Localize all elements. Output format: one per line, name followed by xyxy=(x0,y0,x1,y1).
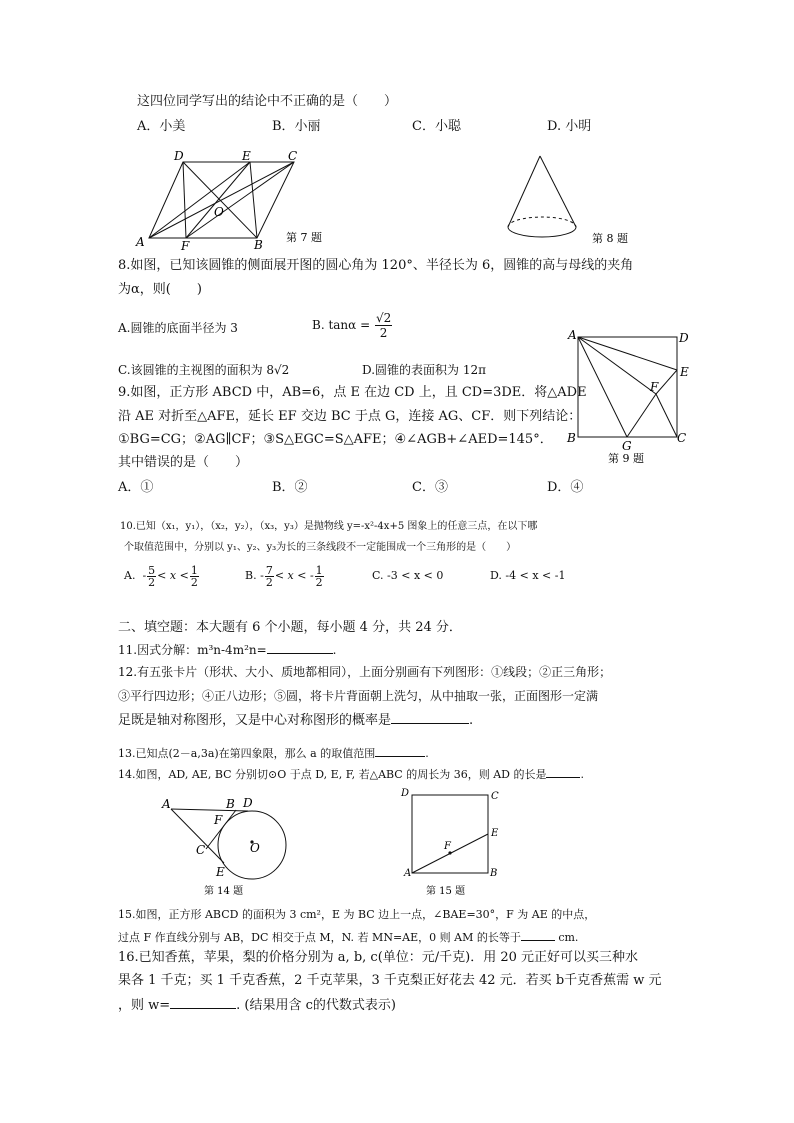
fig14-label-o: O xyxy=(250,841,260,855)
q16-line2: 果各 1 千克；买 1 千克香蕉，2 千克苹果，3 千克梨正好花去 42 元．若买 b千克香蕉需 w 元 xyxy=(118,973,662,988)
section2-heading: 二、填空题：本大题有 6 个小题，每小题 4 分，共 24 分． xyxy=(118,620,462,635)
q13: 13.已知点(2－a,3a)在第四象限，那么 a 的取值范围 . xyxy=(118,744,429,762)
square-abcd-15 xyxy=(412,795,488,873)
fig7-label-e: E xyxy=(242,149,251,163)
fig9-label-a: A xyxy=(568,328,577,342)
q8-option-d: D.圆锥的表面积为 12π xyxy=(362,363,486,377)
fig15-caption: 第 15 题 xyxy=(426,886,466,897)
q14: 14.如图，AD, AE, BC 分别切⊙O 于点 D, E, F, 若△ABC 的周长为 36，则 AD 的长是 . xyxy=(118,765,584,783)
figure-14-tangent-circle xyxy=(158,796,308,900)
q9-option-d: D．④ xyxy=(547,480,584,495)
fig14-label-f: F xyxy=(214,813,223,827)
q9-line2: 沿 AE 对折至△AFE，延长 EF 交边 BC 于点 G，连接 AG、CF．则下列结论： xyxy=(118,409,582,424)
q6-option-a: A．小美 xyxy=(137,119,186,134)
q9-line3: ①BG=CG；②AG∥CF；③S△EGC=S△AFE；④∠AGB+∠AED=145°． xyxy=(118,432,553,447)
fig14-label-a: A xyxy=(162,797,171,811)
fig15-label-f: F xyxy=(444,841,451,852)
q10-line1: 10.已知（x₁，y₁），（x₂，y₂），（x₃，y₃）是抛物线 y=-x²-4x+5 图象上的任意三点，在以下哪 xyxy=(120,521,538,532)
q10-option-c: C. -3 < x < 0 xyxy=(372,569,444,582)
q9-option-b: B．② xyxy=(272,480,308,495)
fig9-label-f: F xyxy=(650,380,659,394)
q8-stem-line1: 8.如图，已知该圆锥的侧面展开图的圆心角为 120°、半径长为 6，圆锥的高与母线的夹角 xyxy=(118,258,634,273)
q8-option-b xyxy=(312,311,393,340)
fig14-label-e: E xyxy=(216,865,225,879)
q15-line1: 15.如图，正方形 ABCD 的面积为 3 cm²，E 为 BC 边上一点，∠BAE=30°，F 为 AE 的中点， xyxy=(118,908,596,921)
q6-option-b: B．小丽 xyxy=(272,119,321,134)
q8-option-b-prefix: B. tanα = xyxy=(312,318,371,332)
figure-15-square xyxy=(396,786,506,898)
q9-line1: 9.如图，正方形 ABCD 中，AB=6，点 E 在边 CD 上，且 CD=3DE．将△ADE xyxy=(118,385,587,400)
q16-line1: 16.已知香蕉，苹果，梨的价格分别为 a, b, c(单位：元/千克)．用 20 元正好可以买三种水 xyxy=(118,950,639,965)
fig7-label-f: F xyxy=(181,239,190,253)
q11-answer-blank[interactable] xyxy=(267,641,333,654)
fig8-caption: 第 8 题 xyxy=(592,232,628,245)
fig7-label-o: O xyxy=(214,205,224,219)
fig14-label-b: B xyxy=(226,797,235,811)
fig7-label-b: B xyxy=(254,238,263,252)
q8-option-b-fraction xyxy=(375,311,392,340)
q15-answer-blank[interactable] xyxy=(521,928,555,941)
q16-answer-blank[interactable] xyxy=(170,996,236,1009)
q12-answer-blank[interactable] xyxy=(391,711,469,724)
fig15-label-d: D xyxy=(401,788,410,799)
q15-line2: 过点 F 作直线分别与 AB，DC 相交于点 M，N. 若 MN=AE，0 则 AM 的长等于 cm. xyxy=(118,928,578,946)
q8-option-a: A.圆锥的底面半径为 3 xyxy=(118,321,238,335)
q12-line1: 12.有五张卡片（形状、大小、质地都相同），上面分别画有下列图形：①线段；②正三角形； xyxy=(118,665,612,679)
q8-stem-line2: 为α，则( ) xyxy=(118,282,202,297)
q8-option-b-denominator: 2 xyxy=(379,326,388,340)
q9-line4: 其中错误的是（ ） xyxy=(118,455,249,470)
q8-option-c: C.该圆锥的主视图的面积为 8√2 xyxy=(118,363,290,377)
q10-option-b: B. - $\frac{7}{2}$ < x < - $\frac{1}{2}$ xyxy=(245,563,323,589)
q6-option-c: C．小聪 xyxy=(412,119,461,134)
q6-option-d: D. 小明 xyxy=(547,119,592,134)
q10-option-d: D. -4 < x < -1 xyxy=(490,569,566,582)
q9-option-a: A．① xyxy=(118,480,154,495)
fig7-caption: 第 7 题 xyxy=(286,231,322,244)
q16-line3: ，则 w= . (结果用含 c的代数式表示) xyxy=(118,998,396,1013)
q14-answer-blank[interactable] xyxy=(546,765,580,778)
q10-line2: 个取值范围中，分别以 y₁、y₂、y₃为长的三条线段不一定能围成一个三角形的是（ ） xyxy=(124,542,517,553)
q8-option-b-numerator: √2 xyxy=(375,311,392,325)
q9-option-c: C．③ xyxy=(412,480,448,495)
q10-option-a: A. - $\frac{5}{2}$ < x < $\frac{1}{2}$ xyxy=(124,563,198,589)
figure-8-cone xyxy=(500,150,640,250)
fig9-label-g: G xyxy=(622,439,632,453)
fig15-label-e: E xyxy=(491,828,499,839)
figure-7-parallelogram xyxy=(130,148,340,252)
fig14-label-c: C xyxy=(196,843,206,857)
fig15-label-b: B xyxy=(490,868,498,879)
q13-answer-blank[interactable] xyxy=(375,744,425,757)
fig9-label-d: D xyxy=(679,331,689,345)
fig7-label-c: C xyxy=(288,149,298,163)
q11: 11.因式分解：m³n-4m²n= . xyxy=(118,643,337,657)
q12-line2: ③平行四边形；④正八边形；⑤圆，将卡片背面朝上洗匀，从中抽取一张，正面图形一定满 xyxy=(118,689,599,703)
fig15-label-a: A xyxy=(404,868,412,879)
q12-line3: 足既是轴对称图形，又是中心对称图形的概率是 . xyxy=(118,713,474,728)
fig9-caption: 第 9 题 xyxy=(608,452,644,465)
fig7-label-d: D xyxy=(174,149,184,163)
q6-stem: 这四位同学写出的结论中不正确的是（ ） xyxy=(137,94,398,109)
fig7-label-a: A xyxy=(136,235,145,249)
fig9-label-e: E xyxy=(680,365,689,379)
fig9-label-b: B xyxy=(567,431,576,445)
fig15-label-c: C xyxy=(491,791,499,802)
fig9-label-c: C xyxy=(677,431,687,445)
fig14-caption: 第 14 题 xyxy=(204,886,244,897)
fig14-label-d: D xyxy=(243,796,253,810)
